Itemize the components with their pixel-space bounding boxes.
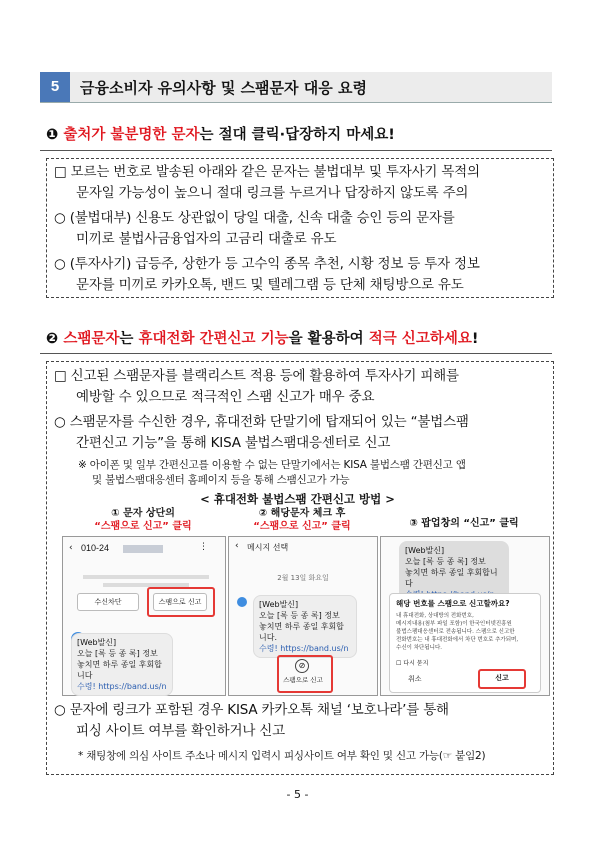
masked-number	[123, 545, 163, 553]
back-icon: ‹	[69, 543, 73, 553]
box1-line-2: 문자일 가능성이 높으니 절대 링크를 누르거나 답장하지 않도록 주의	[76, 185, 469, 201]
figure-title: < 휴대전화 불법스팸 간편신고 방법 >	[200, 492, 395, 506]
popup-body: 내 휴대전화, 상대방의 전화번호, 메시지내용(첨부 파일 포함)이 한국인터넷진흥원 불법스팸대응센터로 전송됩니다. 스팸으로 신고한 전화번호는 내 휴대전화에서 차단 번호로 추가되며, 수신이 차단됩니다.	[396, 613, 519, 651]
phone-number: 010-24	[81, 543, 110, 553]
section-title: 금융소비자 유의사항 및 스팸문자 대응 요령	[80, 79, 367, 97]
section-header	[40, 72, 552, 103]
box2-line-2: 예방할 수 있으므로 적극적인 스팸 신고가 매우 중요	[76, 389, 375, 405]
footnote: * 채팅창에 의심 사이트 주소나 메시지 입력시 피싱사이트 여부 확인 및 신고 가능(☞ 붙임2)	[78, 750, 486, 762]
block-button[interactable]: 수신차단	[77, 593, 139, 611]
select-header: 메시지 선택	[247, 543, 289, 552]
screenshot-panel-2	[228, 536, 378, 696]
report-popup	[389, 593, 541, 693]
heading-1-rest: 는 절대 클릭·답장하지 마세요!	[199, 127, 395, 143]
heading-1	[46, 123, 395, 144]
date-label: 2월 13일 화요일	[277, 574, 329, 582]
back-icon-2: ‹	[235, 541, 239, 551]
report-spam-button[interactable]: 스팸으로 신고	[153, 593, 207, 611]
more-icon: ⋮	[199, 542, 208, 552]
box2-note: ※ 아이폰 및 일부 간편신고를 이용할 수 없는 단말기에서는 KISA 불법스팸 간편신고 앱 및 불법스팸대응센터 홈페이지 등을 통해 스팸신고가 가능	[78, 459, 466, 486]
step-1-label: ① 문자 상단의 “스팸으로 신고” 클릭	[94, 508, 192, 532]
popup-title: 해당 번호를 스팸으로 신고할까요?	[396, 599, 510, 608]
step-3-label: ③ 팝업창의 “신고” 클릭	[409, 518, 519, 529]
info-line	[83, 575, 209, 579]
confirm-report-button[interactable]: 신고	[495, 674, 509, 682]
box2-line-1: □ 신고된 스팸문자를 블랙리스트 적용 등에 활용하여 투자사기 피해를	[54, 368, 459, 384]
box2-item-2: ○ 문자에 링크가 포함된 경우 KISA 카카오톡 채널 ‘보호나라’를 통해 피싱 사이트 여부를 확인하거나 신고	[54, 702, 449, 739]
checkbox-checked-icon[interactable]	[237, 597, 247, 607]
box1-line-1: □ 모르는 번호로 발송된 아래와 같은 문자는 불법대부 및 투자사기 목적의	[54, 164, 480, 180]
box2-text	[54, 366, 548, 454]
message-bubble-3: [Web발신] 오늘 [록 등 종 록] 정보 놓치면 하루 종일 후회합니다	[399, 541, 509, 604]
report-spam-button-2[interactable]: 스팸으로 신고	[283, 676, 323, 684]
block-icon: ⊘	[295, 659, 309, 673]
box1-text	[54, 162, 548, 296]
heading-1-red: 출처가 불분명한 문자	[63, 127, 200, 143]
section-number: 5	[40, 72, 70, 102]
box1-item-1: ○ (불법대부) 신용도 상관없이 당일 대출, 신속 대출 승인 등의 문자를 미끼로 불법사금융업자의 고금리 대출로 유도	[54, 210, 455, 247]
heading-2: ❷ 스팸문자는 휴대전화 간편신고 기능을 활용하여 적극 신고하세요!	[46, 331, 479, 347]
screenshot-panel-1	[62, 536, 226, 696]
message-bubble-1: [Web발신] 오늘 [록 등 종 록] 정보 놓치면 하루 종일 후회합니다 수령! https://band.us/n	[71, 633, 173, 696]
heading-1-rule	[40, 150, 552, 151]
cancel-button[interactable]: 취소	[408, 675, 422, 683]
page-number: - 5 -	[286, 788, 309, 801]
heading-1-marker: ❶	[46, 127, 59, 143]
box1-item-2: ○ (투자사기) 급등주, 상한가 등 고수익 종목 추천, 시황 정보 등 투자 정보 문자를 미끼로 카카오톡, 밴드 및 텔레그램 등 단체 채팅방으로 유도	[54, 256, 480, 293]
message-bubble-2: [Web발신] 오늘 [록 등 종 록] 정보 놓치면 하루 종일 후회합니다. 수령! https://band.us/n	[253, 595, 357, 658]
heading-2-marker: ❷	[46, 331, 59, 347]
popup-checkbox[interactable]: ☐ 다시 묻지	[396, 660, 429, 667]
box2-item-1: ○ 스팸문자를 수신한 경우, 휴대전화 단말기에 탑재되어 있는 “불법스팸 간편신고 기능”을 통해 KISA 불법스팸대응센터로 신고	[54, 414, 469, 451]
heading-2-rule	[40, 353, 552, 354]
step-2-label: ② 해당문자 체크 후 “스팸으로 신고” 클릭	[253, 508, 351, 532]
screenshot-panel-3	[380, 536, 550, 696]
